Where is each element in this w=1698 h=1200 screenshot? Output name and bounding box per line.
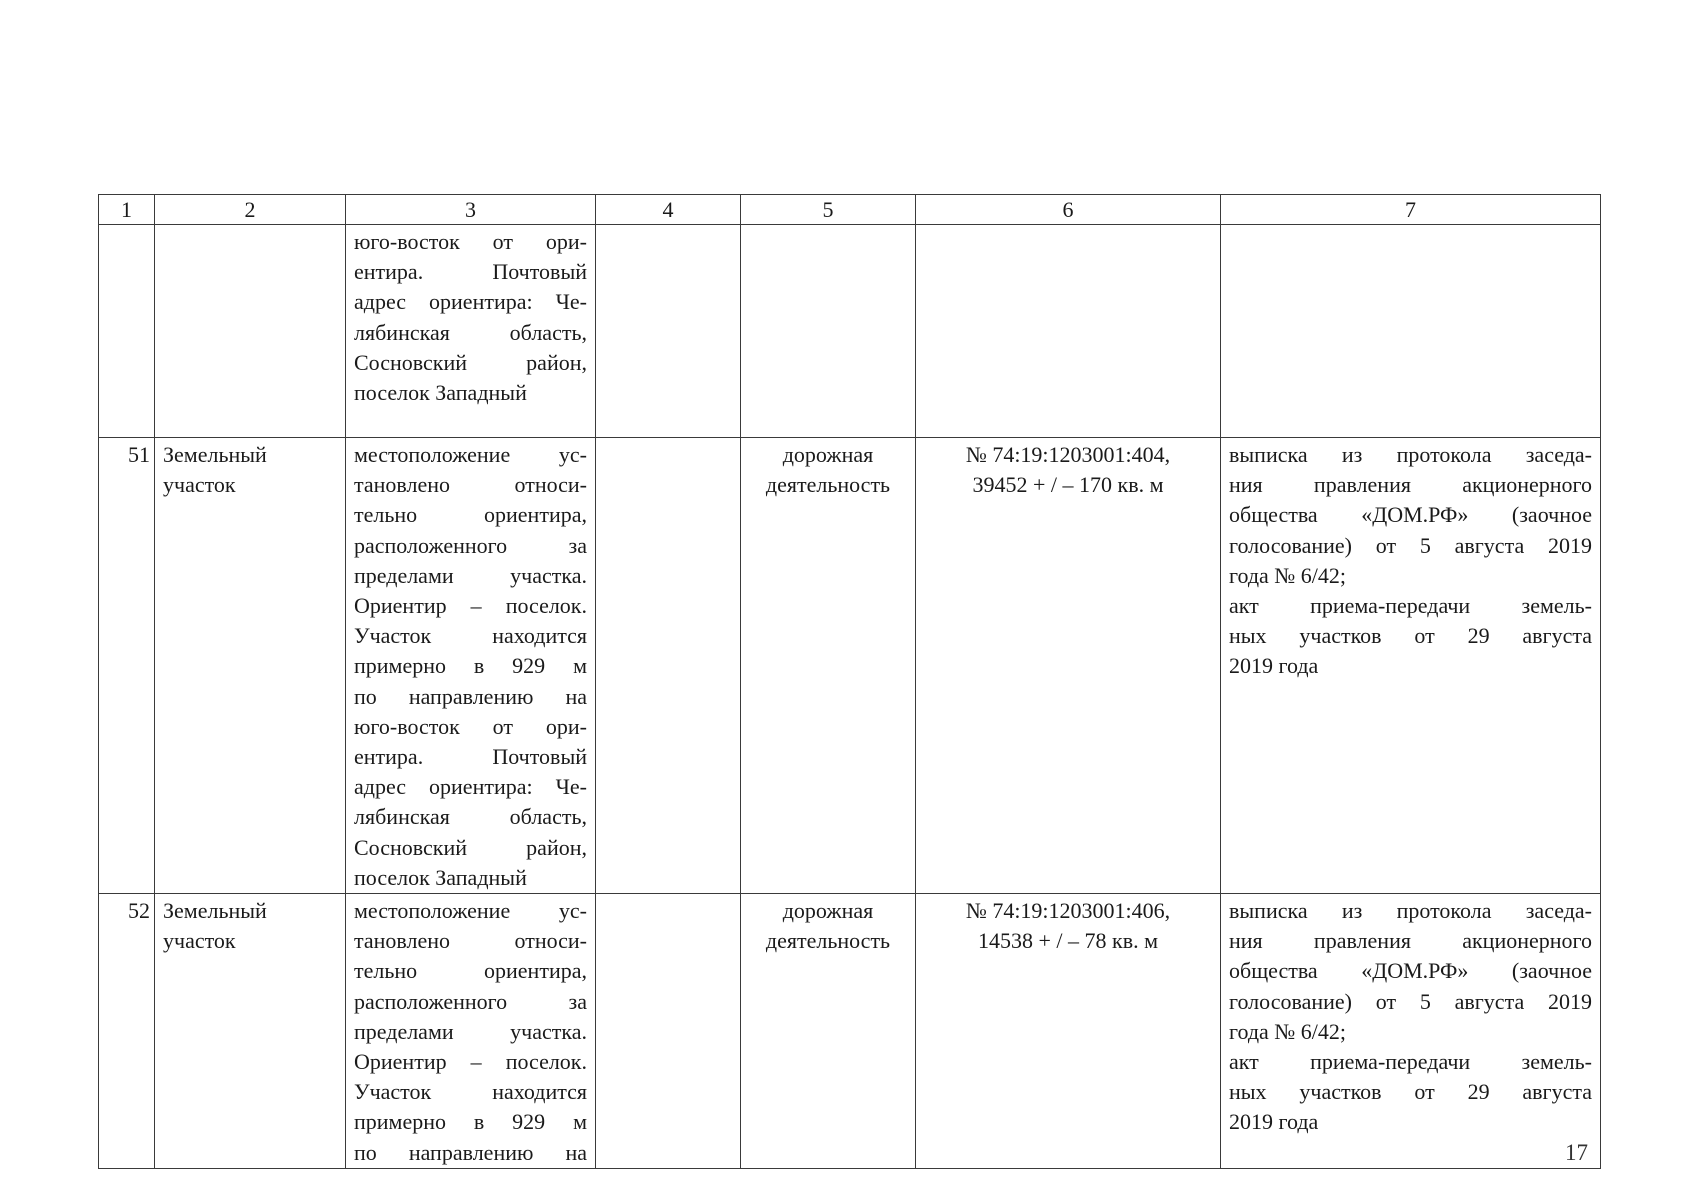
col4-text [596, 894, 740, 896]
number-cell [99, 894, 155, 1169]
text-line: акт приема-передачи земель- [1229, 593, 1592, 619]
text-line: выписка из протокола заседа- [1229, 442, 1592, 467]
text-line: года № 6/42; [1229, 1018, 1347, 1044]
location-cell [346, 894, 596, 1169]
cadastral-cell [916, 225, 1221, 438]
text-line: участок [163, 472, 236, 498]
column-header: 6 [916, 195, 1221, 225]
location-cell [346, 225, 596, 438]
cadastral-text [916, 438, 1220, 500]
text-line: Земельный [163, 442, 267, 467]
name-cell [155, 225, 346, 438]
location-cell [346, 438, 596, 894]
name-cell [155, 438, 346, 894]
text-line: ных участков от 29 августа [1229, 1079, 1592, 1105]
text-line: 2019 года [1229, 653, 1319, 679]
column-header: 7 [1221, 195, 1601, 225]
usage-cell [741, 438, 916, 894]
usage-text [741, 438, 915, 500]
usage-cell [741, 894, 916, 1169]
text-line: тельно ориентира, [354, 502, 587, 528]
text-line: примерно в 929 м [354, 1109, 587, 1135]
cadastral-text [916, 894, 1220, 956]
text-line: общества «ДОМ.РФ» (заочное [1229, 958, 1592, 984]
text-line: выписка из протокола заседа- [1229, 898, 1592, 924]
text-line: 39452 + / – 170 кв. м [972, 472, 1164, 498]
text-line: № 74:19:1203001:406, [965, 898, 1171, 924]
usage-text [741, 894, 915, 956]
text-line: местоположение ус- [354, 442, 587, 467]
cadastral-cell [916, 894, 1221, 1169]
text-line: расположенного за [354, 988, 587, 1014]
land-plots-table [98, 194, 1601, 1169]
text-line: Участок находится [354, 1079, 587, 1105]
text-line: акт приема-передачи земель- [1229, 1049, 1592, 1075]
text-line: пределами участка. [354, 1018, 587, 1044]
text-line: Сосновский район, [354, 834, 587, 860]
column-header: 1 [99, 195, 155, 225]
name-cell [155, 894, 346, 1169]
number-cell [99, 438, 155, 894]
column-header: 3 [346, 195, 596, 225]
column-header: 4 [596, 195, 741, 225]
page-number: 17 [1565, 1140, 1588, 1165]
text-line: по направлению на [354, 1139, 587, 1165]
text-line: деятельность [765, 928, 891, 954]
basis-text [1221, 438, 1600, 682]
text-line: 2019 года [1229, 1109, 1319, 1135]
text-line: юго-восток от ори- [354, 713, 587, 739]
text-line: № 74:19:1203001:404, [965, 442, 1171, 467]
cadastral-cell [916, 438, 1221, 894]
col4-cell [596, 438, 741, 894]
text-line: пределами участка. [354, 562, 587, 588]
text-line: ентира. Почтовый [354, 744, 587, 770]
text-line: года № 6/42; [1229, 562, 1347, 588]
text-line: ных участков от 29 августа [1229, 623, 1592, 649]
text-line: деятельность [765, 472, 891, 498]
text-line: расположенного за [354, 532, 587, 558]
text-line: юго-восток от ори- [354, 229, 587, 254]
basis-cell [1221, 225, 1601, 438]
text-line: Земельный [163, 898, 267, 924]
text-line: дорожная [782, 442, 874, 467]
number-cell [99, 225, 155, 438]
object-name [155, 438, 345, 500]
continuation-row [99, 225, 1601, 438]
row-number: 52 [128, 898, 150, 924]
usage-cell [741, 225, 916, 438]
text-line: адрес ориентира: Че- [354, 774, 587, 800]
text-line: тельно ориентира, [354, 958, 587, 984]
text-line: Ориентир – поселок. [354, 1049, 587, 1075]
col4-cell [596, 225, 741, 438]
basis-cell [1221, 894, 1601, 1169]
text-line: ния правления акционерного [1229, 928, 1592, 954]
text-line: ентира. Почтовый [354, 259, 587, 285]
table-row [99, 438, 1601, 894]
location-text [346, 894, 595, 1168]
row-number: 51 [128, 442, 150, 467]
text-line: голосование) от 5 августа 2019 [1229, 532, 1592, 558]
table-row [99, 894, 1601, 1169]
column-number-header-row [99, 195, 1601, 225]
text-line: Ориентир – поселок. [354, 593, 587, 619]
text-line: местоположение ус- [354, 898, 587, 924]
text-line: голосование) от 5 августа 2019 [1229, 988, 1592, 1014]
text-line: Сосновский район, [354, 349, 587, 375]
col4-cell [596, 894, 741, 1169]
text-line: по направлению на [354, 683, 587, 709]
basis-cell [1221, 438, 1601, 894]
text-line: ния правления акционерного [1229, 472, 1592, 498]
location-text [346, 438, 595, 893]
basis-text [1221, 894, 1600, 1138]
text-line: общества «ДОМ.РФ» (заочное [1229, 502, 1592, 528]
text-line: лябинская область, [354, 319, 587, 345]
text-line: 14538 + / – 78 кв. м [977, 928, 1159, 954]
text-line: Участок находится [354, 623, 587, 649]
text-line: поселок Западный [354, 864, 527, 890]
col4-text [596, 438, 740, 440]
column-header: 2 [155, 195, 346, 225]
text-line: адрес ориентира: Че- [354, 289, 587, 315]
text-line: тановлено относи- [354, 928, 587, 954]
location-text [346, 225, 595, 408]
text-line: лябинская область, [354, 804, 587, 830]
text-line: тановлено относи- [354, 472, 587, 498]
text-line: участок [163, 928, 236, 954]
text-line: дорожная [782, 898, 874, 924]
column-header: 5 [741, 195, 916, 225]
text-line: поселок Западный [354, 380, 527, 406]
text-line: примерно в 929 м [354, 653, 587, 679]
object-name [155, 894, 345, 956]
